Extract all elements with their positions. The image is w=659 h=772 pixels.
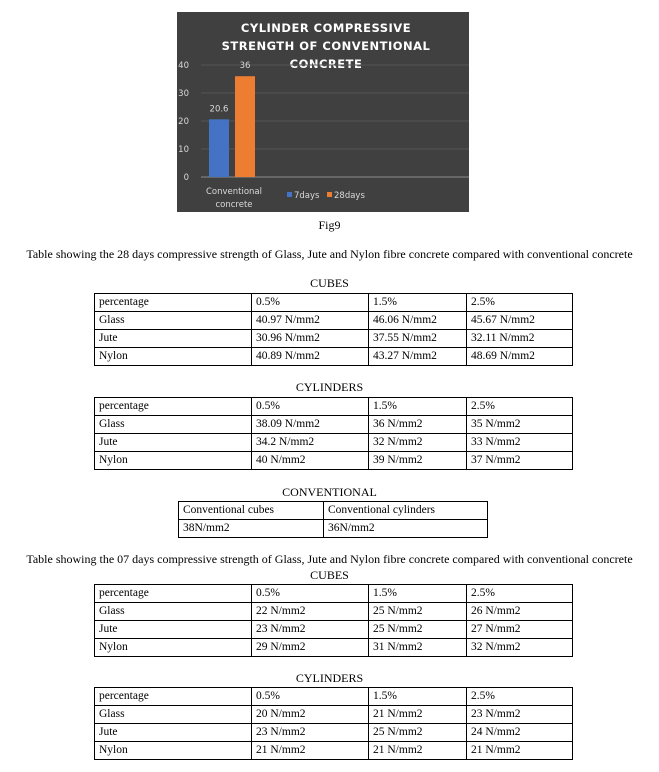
table-cell: 0.5% bbox=[252, 398, 369, 416]
table-cell: 40 N/mm2 bbox=[252, 452, 369, 470]
y-tick-label: 30 bbox=[178, 89, 189, 99]
table-row bbox=[95, 706, 573, 724]
chart bbox=[177, 12, 469, 212]
table-cell: 34.2 N/mm2 bbox=[252, 434, 369, 452]
bar-7days bbox=[209, 119, 229, 177]
table-cell: 40.89 N/mm2 bbox=[252, 348, 369, 366]
s1-cubes-table bbox=[94, 293, 573, 366]
bar-chart-svg bbox=[177, 12, 469, 212]
table-cell: 37 N/mm2 bbox=[467, 452, 573, 470]
table-cell: 38N/mm2 bbox=[179, 520, 324, 538]
table-cell: 39 N/mm2 bbox=[369, 452, 467, 470]
table-header-row bbox=[95, 585, 573, 603]
table-cell: 23 N/mm2 bbox=[252, 621, 369, 639]
s1-cylinders-title: CYLINDERS bbox=[295, 380, 364, 394]
table-cell: 1.5% bbox=[369, 398, 467, 416]
table-cell: 1.5% bbox=[369, 585, 467, 603]
table-cell: Jute bbox=[95, 434, 252, 452]
section2-heading: Table showing the 07 days compressive strength of Glass, Jute and Nylon fibre concrete compared with conventional concrete bbox=[26, 552, 633, 566]
legend-label: 7days bbox=[294, 191, 320, 201]
table-cell: 1.5% bbox=[369, 688, 467, 706]
table-cell: 36 N/mm2 bbox=[369, 416, 467, 434]
table-cell: 32 N/mm2 bbox=[369, 434, 467, 452]
legend-label: 28days bbox=[334, 191, 365, 201]
table-cell: Glass bbox=[95, 706, 252, 724]
table-cell: Jute bbox=[95, 621, 252, 639]
table-cell: 32 N/mm2 bbox=[467, 639, 573, 657]
table-cell: 36N/mm2 bbox=[324, 520, 488, 538]
bar-28days bbox=[235, 76, 255, 177]
table-cell: 43.27 N/mm2 bbox=[369, 348, 467, 366]
table-cell: 30.96 N/mm2 bbox=[252, 330, 369, 348]
table-cell: 38.09 N/mm2 bbox=[252, 416, 369, 434]
table-cell: 33 N/mm2 bbox=[467, 434, 573, 452]
data-label: 20.6 bbox=[209, 104, 229, 115]
table-cell: 35 N/mm2 bbox=[467, 416, 573, 434]
table-cell: 1.5% bbox=[369, 294, 467, 312]
table-cell: Glass bbox=[95, 603, 252, 621]
table-cell: 25 N/mm2 bbox=[369, 724, 467, 742]
y-tick-label: 40 bbox=[178, 61, 189, 71]
table-cell: 21 N/mm2 bbox=[369, 742, 467, 760]
section1-heading: Table showing the 28 days compressive strength of Glass, Jute and Nylon fibre concrete compared with conventional concrete bbox=[26, 247, 633, 261]
table-cell: 46.06 N/mm2 bbox=[369, 312, 467, 330]
figure-caption: Fig9 bbox=[318, 218, 341, 232]
y-tick-label: 20 bbox=[178, 117, 189, 127]
table-row bbox=[95, 416, 573, 434]
table-cell: Glass bbox=[95, 416, 252, 434]
table-row bbox=[95, 742, 573, 760]
table-cell: 0.5% bbox=[252, 688, 369, 706]
chart-title-line: CYLINDER COMPRESSIVE bbox=[240, 21, 412, 35]
x-category-label: Conventional bbox=[205, 187, 263, 197]
table-cell: 40.97 N/mm2 bbox=[252, 312, 369, 330]
table-row bbox=[95, 724, 573, 742]
chart-title-line: CONCRETE bbox=[289, 57, 363, 71]
y-tick-label: 0 bbox=[183, 173, 189, 183]
table-cell: 23 N/mm2 bbox=[467, 706, 573, 724]
table-cell: percentage bbox=[95, 294, 252, 312]
table-cell: Conventional cubes bbox=[179, 502, 324, 520]
legend-swatch bbox=[327, 192, 332, 197]
table-cell: 32.11 N/mm2 bbox=[467, 330, 573, 348]
table-row bbox=[95, 330, 573, 348]
table-cell: 45.67 N/mm2 bbox=[467, 312, 573, 330]
table-cell: 21 N/mm2 bbox=[369, 706, 467, 724]
s1-cylinders-table bbox=[94, 397, 573, 470]
s1-conventional-table bbox=[178, 501, 488, 538]
table-cell: percentage bbox=[95, 398, 252, 416]
table-cell: 20 N/mm2 bbox=[252, 706, 369, 724]
table-row bbox=[95, 434, 573, 452]
table-cell: 2.5% bbox=[467, 688, 573, 706]
table-row bbox=[179, 520, 488, 538]
table-cell: 27 N/mm2 bbox=[467, 621, 573, 639]
data-label: 36 bbox=[239, 61, 251, 72]
table-row bbox=[95, 452, 573, 470]
table-cell: Nylon bbox=[95, 742, 252, 760]
table-cell: 25 N/mm2 bbox=[369, 603, 467, 621]
s2-cubes-table bbox=[94, 584, 573, 657]
table-cell: 25 N/mm2 bbox=[369, 621, 467, 639]
table-cell: Conventional cylinders bbox=[324, 502, 488, 520]
s2-cubes-title: CUBES bbox=[310, 568, 349, 582]
table-cell: 26 N/mm2 bbox=[467, 603, 573, 621]
table-cell: Glass bbox=[95, 312, 252, 330]
table-cell: 2.5% bbox=[467, 585, 573, 603]
s2-cylinders-table bbox=[94, 687, 573, 760]
table-cell: 22 N/mm2 bbox=[252, 603, 369, 621]
table-cell: 48.69 N/mm2 bbox=[467, 348, 573, 366]
s1-cubes-title: CUBES bbox=[310, 276, 349, 290]
table-cell: percentage bbox=[95, 585, 252, 603]
table-cell: Nylon bbox=[95, 639, 252, 657]
table-cell: Jute bbox=[95, 724, 252, 742]
table-cell: 21 N/mm2 bbox=[252, 742, 369, 760]
table-cell: 0.5% bbox=[252, 585, 369, 603]
table-cell: 23 N/mm2 bbox=[252, 724, 369, 742]
table-cell: percentage bbox=[95, 688, 252, 706]
table-row bbox=[95, 348, 573, 366]
table-row bbox=[95, 639, 573, 657]
table-row bbox=[95, 603, 573, 621]
table-row bbox=[95, 621, 573, 639]
table-cell: 2.5% bbox=[467, 398, 573, 416]
table-row bbox=[95, 312, 573, 330]
s2-cylinders-title: CYLINDERS bbox=[295, 671, 364, 685]
table-cell: 0.5% bbox=[252, 294, 369, 312]
chart-title-line: STRENGTH OF CONVENTIONAL bbox=[221, 39, 431, 53]
table-header-row bbox=[179, 502, 488, 520]
table-cell: 24 N/mm2 bbox=[467, 724, 573, 742]
table-cell: 2.5% bbox=[467, 294, 573, 312]
x-category-label: concrete bbox=[215, 200, 253, 210]
table-cell: Jute bbox=[95, 330, 252, 348]
table-header-row bbox=[95, 294, 573, 312]
s1-conventional-title: CONVENTIONAL bbox=[282, 485, 377, 499]
table-cell: 21 N/mm2 bbox=[467, 742, 573, 760]
table-cell: 31 N/mm2 bbox=[369, 639, 467, 657]
table-cell: Nylon bbox=[95, 348, 252, 366]
table-cell: Nylon bbox=[95, 452, 252, 470]
table-header-row bbox=[95, 688, 573, 706]
table-header-row bbox=[95, 398, 573, 416]
table-cell: 37.55 N/mm2 bbox=[369, 330, 467, 348]
y-tick-label: 10 bbox=[178, 145, 189, 155]
table-cell: 29 N/mm2 bbox=[252, 639, 369, 657]
legend-swatch bbox=[287, 192, 292, 197]
